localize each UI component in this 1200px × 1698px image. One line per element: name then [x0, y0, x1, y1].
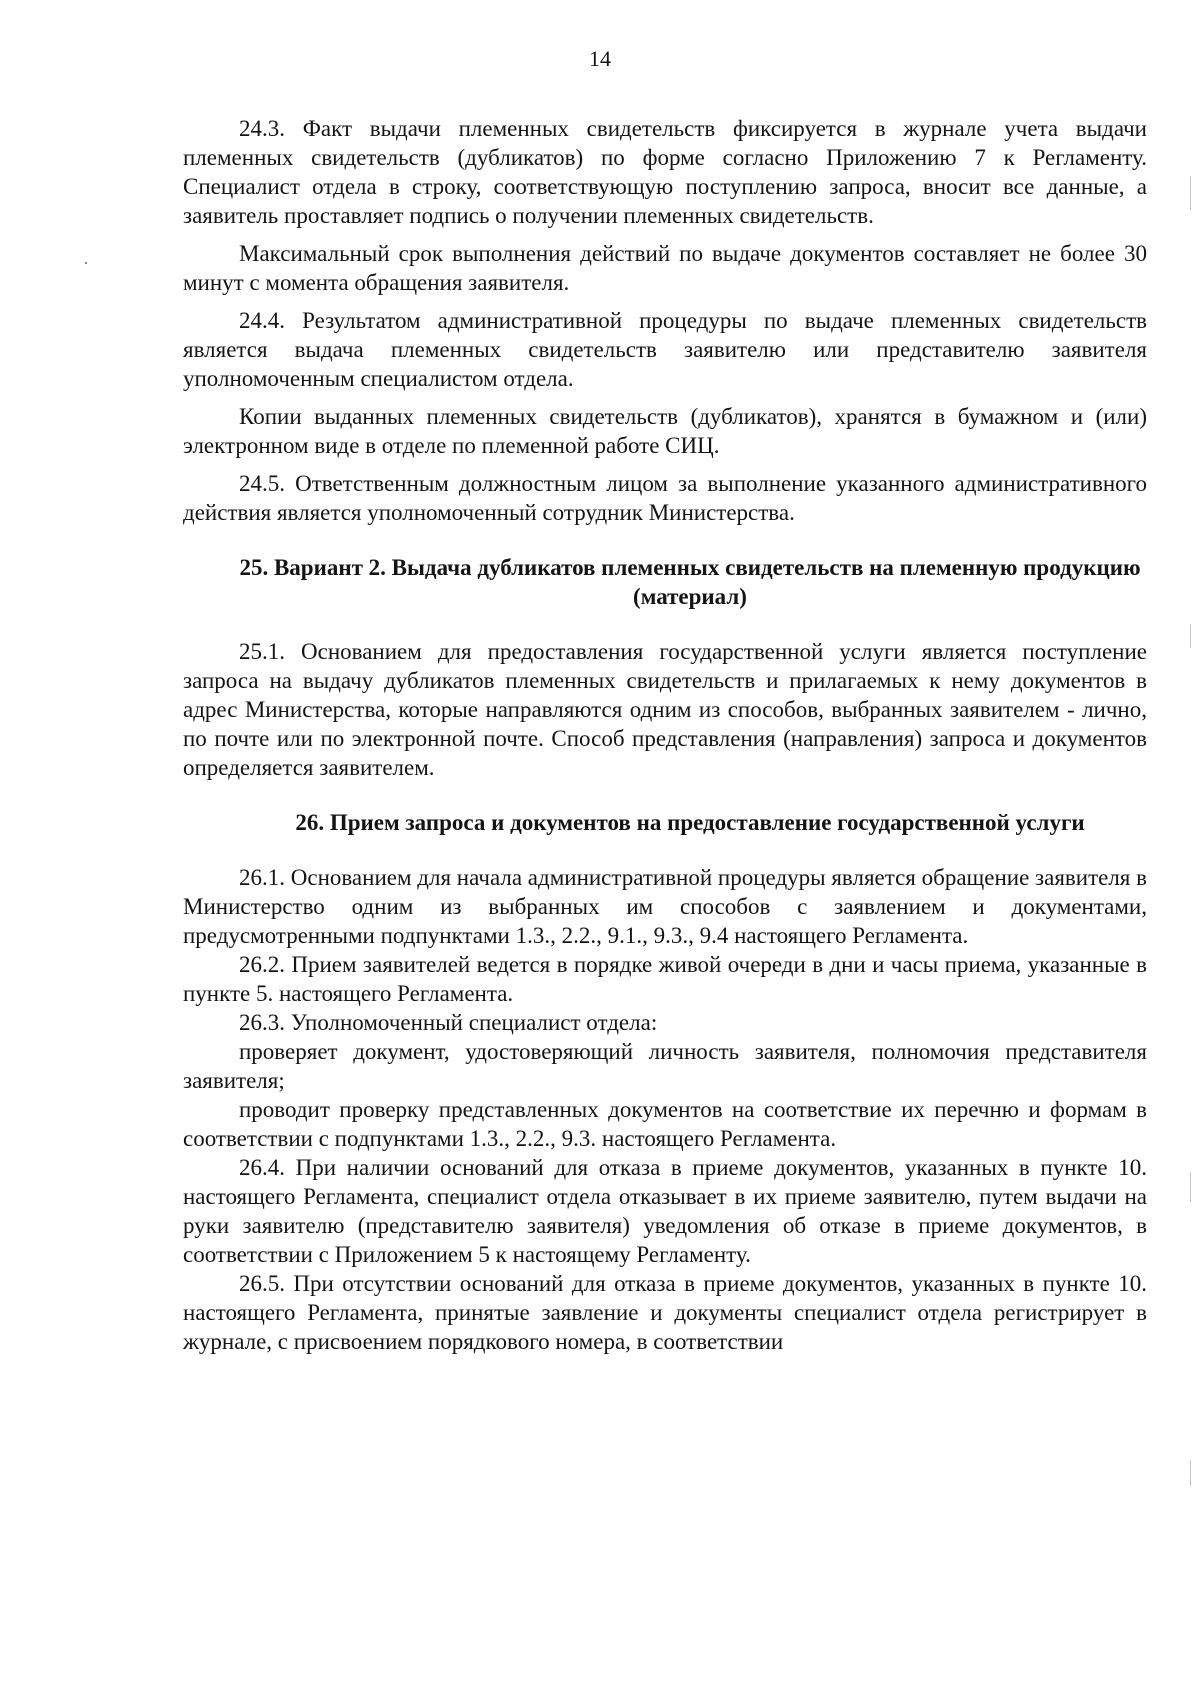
scan-mark — [1190, 1172, 1191, 1202]
scan-mark — [1190, 1460, 1191, 1486]
scan-mark — [85, 262, 87, 264]
paragraph: 24.3. Факт выдачи племенных свидетельств фиксируется в журнале учета выдачи племенных свидетельств (дубликатов) по форме согласно Приложению 7 к Регламенту. Специалист отдела в строку, соответствующую поступлению запроса, вносит все данные, а заявитель проставляет подпись о получении племенных свидетельств. — [183, 116, 1147, 228]
paragraph: 25.1. Основанием для предоставления государственной услуги является поступление запроса на выдачу дубликатов племенных свидетельств и прилагаемых к нему документов в адрес Министерства, которые направляются одним из способов, выбранных заявителем - лично, по почте или по электронной почте. Способ представления (направления) запроса и документов определяется заявителем. — [183, 639, 1147, 780]
paragraph: Копии выданных племенных свидетельств (дубликатов), хранятся в бумажном и (или) электронном виде в отделе по племенной работе СИЦ. — [183, 404, 1147, 458]
paragraph: 24.5. Ответственным должностным лицом за выполнение указанного административного действия является уполномоченный сотрудник Министерства. — [183, 471, 1147, 525]
paragraph: проверяет документ, удостоверяющий личность заявителя, полномочия представителя заявителя; — [183, 1039, 1147, 1093]
scan-mark — [1190, 176, 1191, 210]
paragraph: 26.4. При наличии оснований для отказа в приеме документов, указанных в пункте 10. настоящего Регламента, специалист отдела отказывает в их приеме заявителю, путем выдачи на руки заявителю (представителю заявителя) уведомления об отказе в приеме документов, в соответствии с Приложением 5 к настоящему Регламенту. — [183, 1155, 1147, 1267]
scan-mark — [1190, 624, 1191, 648]
page-number: 14 — [589, 46, 611, 71]
section-heading: 26. Прием запроса и документов на предоставление государственной услуги — [295, 810, 1085, 835]
section-heading: 25. Вариант 2. Выдача дубликатов племенных свидетельств на племенную продукцию (материал) — [239, 555, 1141, 609]
paragraph: 26.3. Уполномоченный специалист отдела: — [239, 1010, 658, 1035]
paragraph: 26.2. Прием заявителей ведется в порядке живой очереди в дни и часы приема, указанные в пункте 5. настоящего Регламента. — [183, 952, 1147, 1006]
paragraph: Максимальный срок выполнения действий по выдаче документов составляет не более 30 минут с момента обращения заявителя. — [183, 241, 1147, 295]
paragraph: 26.1. Основанием для начала административной процедуры является обращение заявителя в Министерство одним из выбранных им способов с заявлением и документами, предусмотренными подпунктами 1.3., 2.2., 9.1., 9.3., 9.4 настоящего Регламента. — [183, 865, 1147, 948]
document-body — [183, 114, 1147, 1356]
paragraph: 26.5. При отсутствии оснований для отказа в приеме документов, указанных в пункте 10. настоящего Регламента, принятые заявление и документы специалист отдела регистрирует в журнале, с присвоением порядкового номера, в соответствии — [183, 1271, 1147, 1354]
paragraph: 24.4. Результатом административной процедуры по выдаче племенных свидетельств является выдача племенных свидетельств заявителю или представителю заявителя уполномоченным специалистом отдела. — [183, 308, 1147, 391]
paragraph: проводит проверку представленных документов на соответствие их перечню и формам в соответствии с подпунктами 1.3., 2.2., 9.3. настоящего Регламента. — [183, 1097, 1147, 1151]
